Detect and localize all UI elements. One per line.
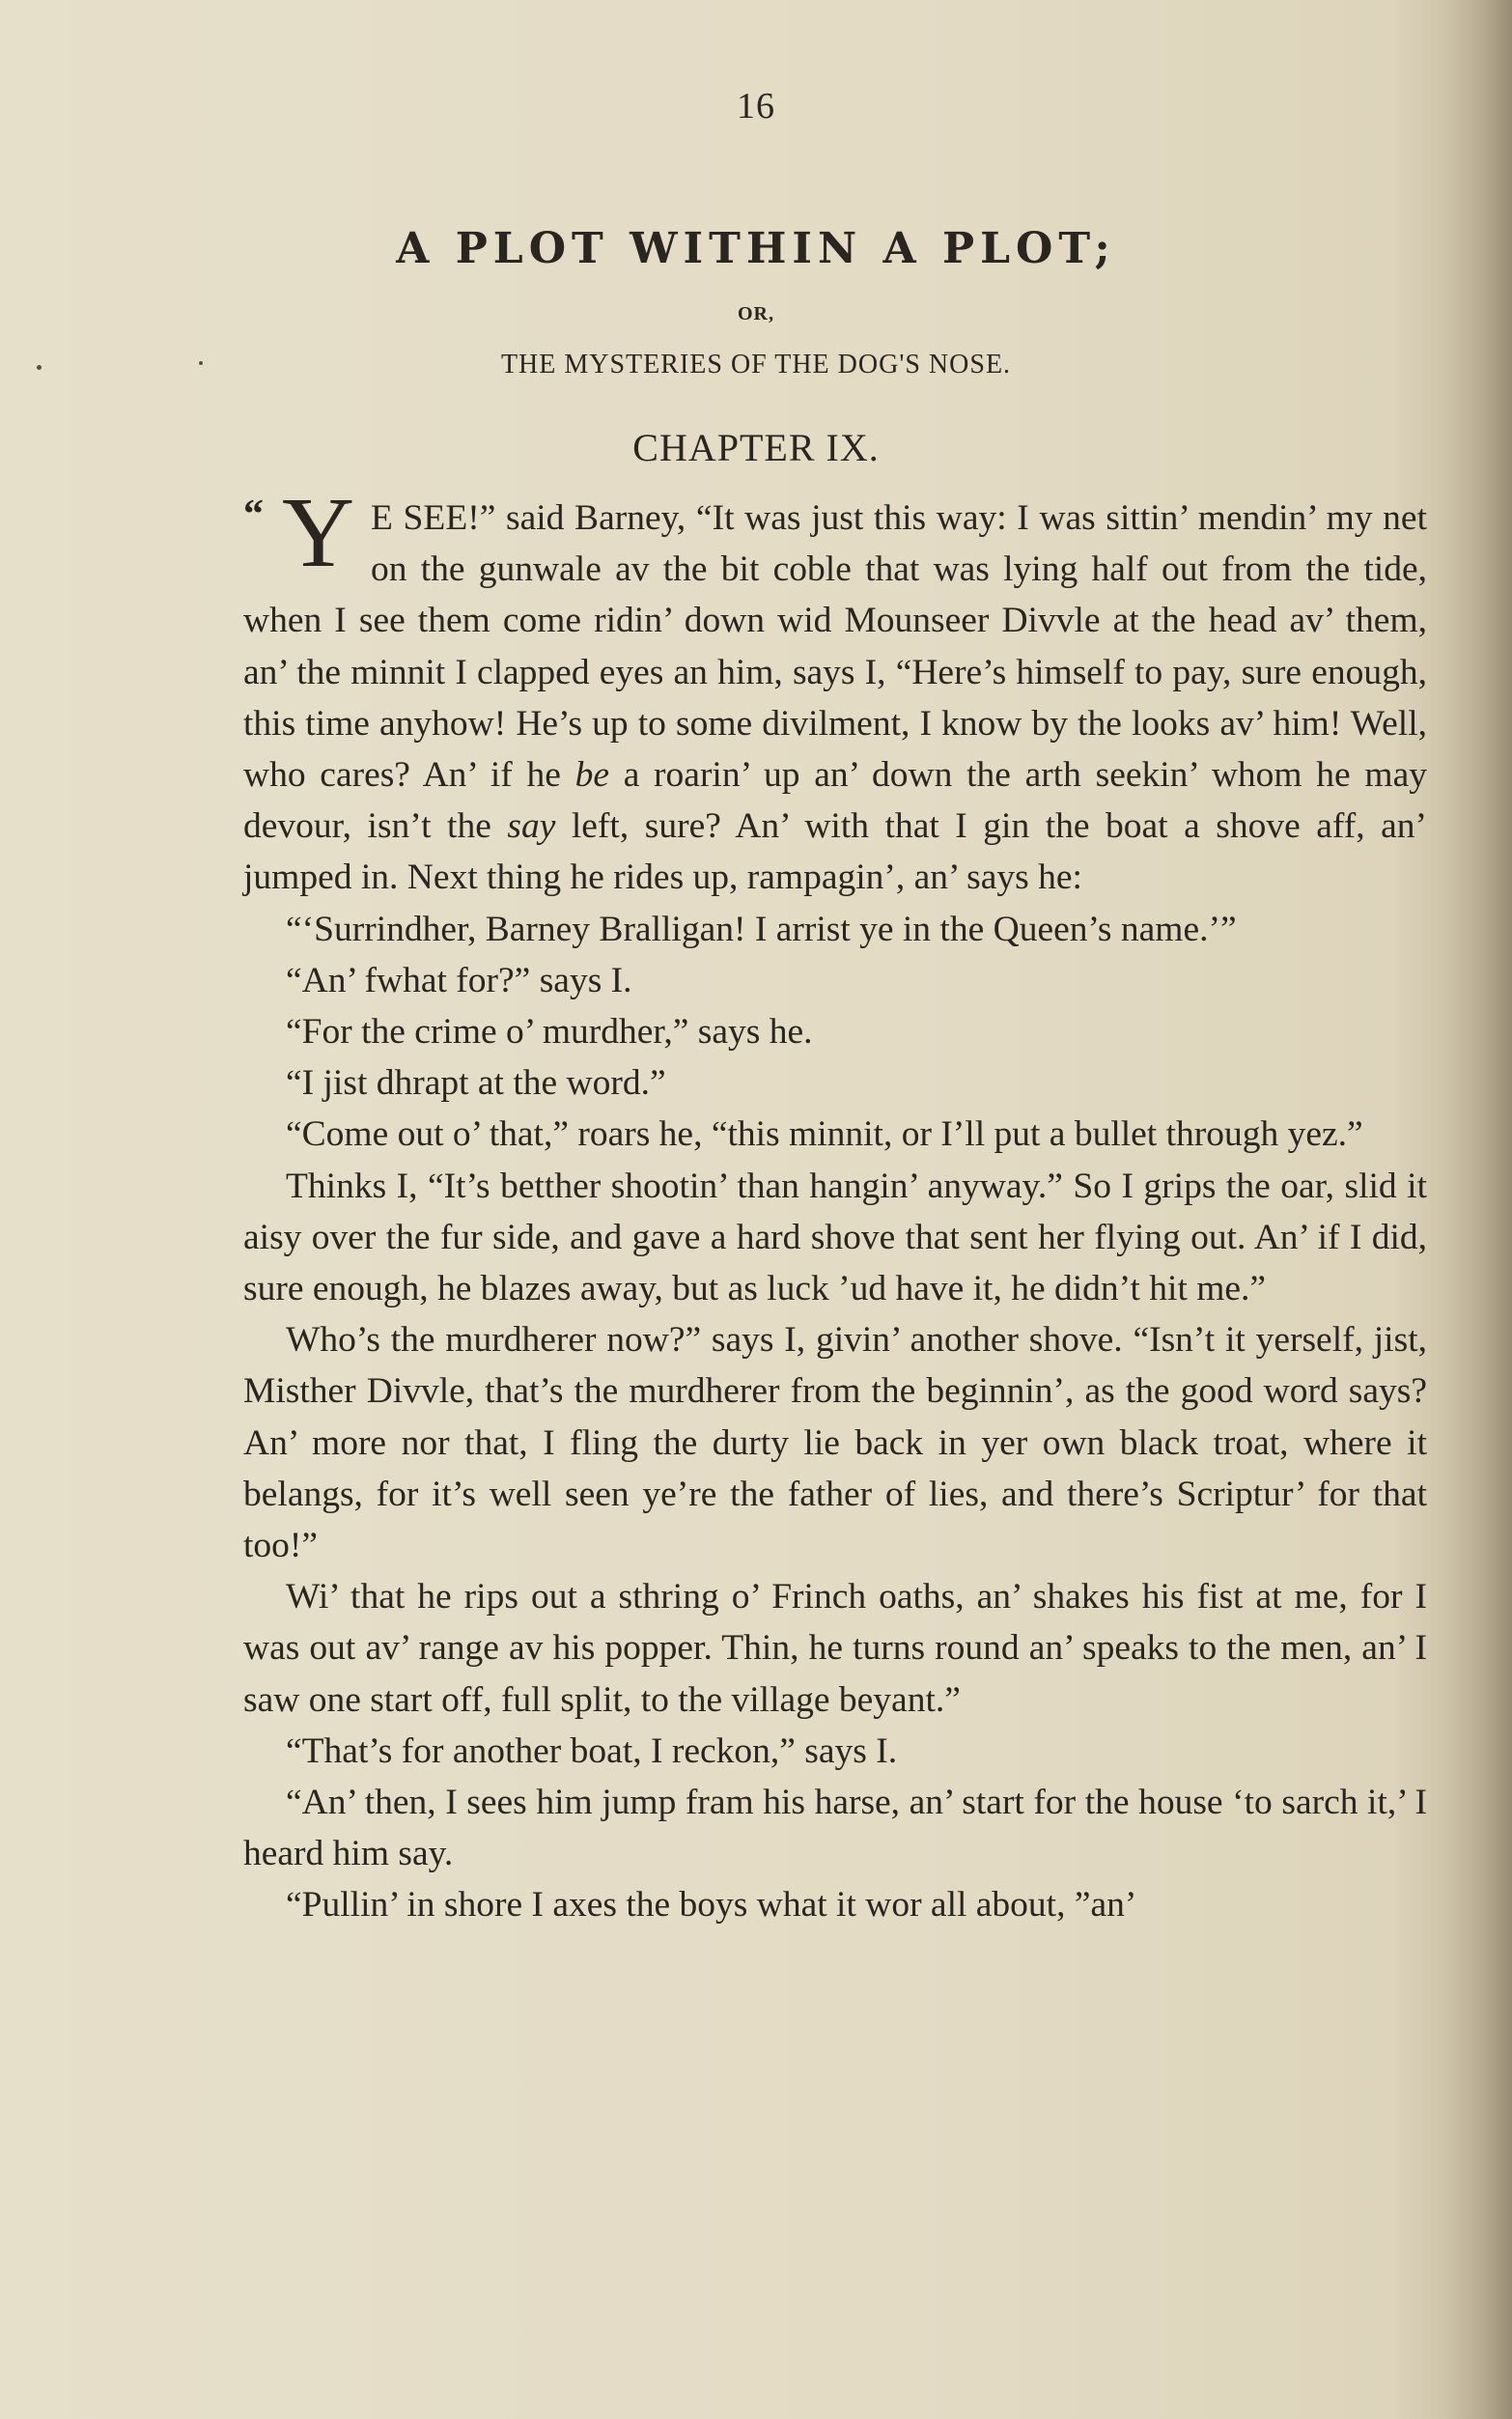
opening-text-2: a roarin’ up an’ down the arth seekin’ whom he may devour, isn’t the <box>243 755 1427 847</box>
drop-cap-quote: “ <box>243 492 264 537</box>
paragraph: “An’ fwhat for?” says I. <box>286 960 632 1000</box>
paragraph: “‘Surrindher, Barney Bralligan! I arrist ye in the Queen’s name.’” <box>286 909 1237 949</box>
paragraph: “That’s for another boat, I reckon,” says I. <box>286 1730 898 1771</box>
title-or: OR, <box>738 303 774 324</box>
paragraph: “Come out o’ that,” roars he, “this minnit, or I’ll put a bullet through yez.” <box>286 1114 1363 1155</box>
emphasis-say: say <box>507 806 556 847</box>
emphasis-be: be <box>574 755 609 796</box>
paragraph: “For the crime o’ murdher,” says he. <box>286 1012 813 1053</box>
paragraph: Wi’ that he rips out a sthring o’ Frinch oaths, an’ shakes his fist at me, for I was out av’ range av his popper. Thin, he turns round an’ speaks to the men, an’ I saw one start off, full split, to the village beyant.” <box>243 1577 1427 1720</box>
paragraph: “An’ then, I sees him jump fram his harse, an’ start for the house ‘to sarch it,’ I heard him say. <box>243 1783 1427 1874</box>
chapter-heading: CHAPTER IX. <box>632 426 880 469</box>
book-title: A PLOT WITHIN A PLOT; <box>396 224 1116 273</box>
opening-text-3: left, sure? An’ with that I gin the boat a shove aff, an’ jumped in. Next thing he rides up, rampagin’, an’ says he: <box>243 806 1427 898</box>
opening-paragraph <box>243 477 1427 904</box>
paragraph: “Pullin’ in shore I axes the boys what it wor all about, ”an’ <box>286 1885 1137 1926</box>
drop-cap-letter: Y <box>282 477 355 588</box>
drop-cap <box>243 477 367 589</box>
page-number: 16 <box>737 86 775 127</box>
paragraph: Who’s the murdherer now?” says I, givin’ another shove. “Isn’t it yerself, jist, Misther Divvle, that’s the murdherer from the beginnin’, as the good word says? An’ more nor that, I fling the durty lie back in yer own black troat, where it belangs, for it’s well seen ye’re the father of lies, and there’s Scriptur’ for that too!” <box>243 1320 1427 1566</box>
book-subtitle: THE MYSTERIES OF THE DOG'S NOSE. <box>500 350 1012 380</box>
chapter-body <box>243 477 1427 1931</box>
paragraph: Thinks I, “It’s betther shootin’ than hangin’ anyway.” So I grips the oar, slid it aisy over the fur side, and gave a hard shove that sent her flying out. An’ if I did, sure enough, he blazes away, but as luck ’ud have it, he didn’t hit me.” <box>243 1166 1427 1309</box>
opening-text: E SEE!” said Barney, “It was just this way: I was sittin’ mendin’ my net on the gunwale av the bit coble that was lying half out from the tide, when I see them come ridin’ down wid Mounseer Divvle at the head av’ them, an’ the minnit I clapped eyes an him, says I, “Here’s himself to pay, sure enough, this time anyhow! He’s up to some divilment, I know by the looks av’ him! Well, who cares? An’ if he <box>243 498 1427 796</box>
paragraph: “I jist dhrapt at the word.” <box>286 1063 666 1104</box>
